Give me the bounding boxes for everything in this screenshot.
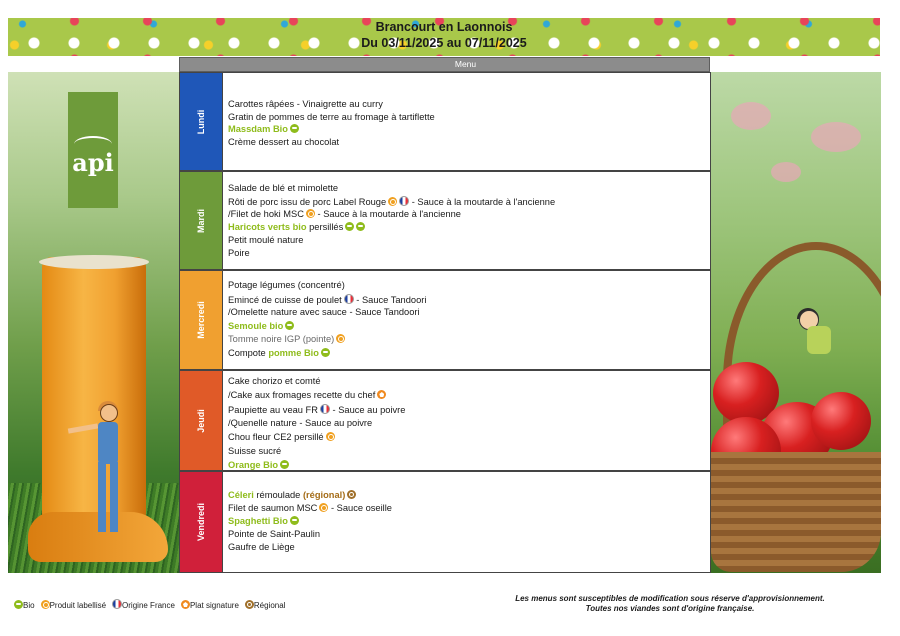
label-icon bbox=[306, 209, 315, 218]
dish-name: Filet de saumon MSC bbox=[228, 503, 318, 513]
dish-name: Pointe de Saint-Paulin bbox=[228, 529, 320, 539]
day-name: Jeudi bbox=[196, 408, 206, 433]
dish-item bbox=[228, 196, 555, 208]
french-flag-icon bbox=[399, 196, 409, 206]
dish-item bbox=[228, 248, 250, 259]
legend-item bbox=[12, 601, 35, 610]
bio-icon bbox=[14, 600, 23, 609]
label-icon bbox=[326, 432, 335, 441]
menu-column-header bbox=[179, 57, 710, 72]
dish-item bbox=[228, 99, 383, 110]
dish-item bbox=[228, 137, 339, 148]
dish-name: /Quenelle nature - Sauce au poivre bbox=[228, 418, 373, 428]
dish-name: Compote bbox=[228, 347, 269, 358]
legend-label: Produit labellisé bbox=[49, 601, 107, 610]
dish-item bbox=[228, 294, 426, 306]
legend-item bbox=[110, 601, 175, 610]
dish-name: Salade de blé et mimolette bbox=[228, 183, 339, 193]
regional-icon bbox=[347, 490, 356, 499]
dish-list bbox=[228, 172, 706, 269]
legend-label: Plat signature bbox=[189, 601, 239, 610]
wicker-basket bbox=[711, 452, 881, 572]
note-meat-origin: Toutes nos viandes sont d'origine française. bbox=[585, 604, 755, 613]
dish-sauce: - Sauce oseille bbox=[328, 503, 392, 513]
dish-item bbox=[228, 542, 295, 553]
bio-icon bbox=[280, 460, 289, 469]
label-icon bbox=[41, 600, 50, 609]
dish-name: Céleri bbox=[228, 490, 254, 500]
bio-icon bbox=[321, 348, 330, 357]
dish-name: Emincé de cuisse de poulet bbox=[228, 294, 342, 305]
dish-name: Paupiette au veau FR bbox=[228, 405, 318, 415]
label-icon bbox=[388, 197, 397, 206]
french-flag-icon bbox=[320, 404, 330, 414]
dish-item bbox=[228, 321, 294, 332]
dish-name: Haricots verts bio bbox=[228, 222, 307, 232]
location-title: Brancourt en Laonnois bbox=[375, 20, 513, 34]
dish-name: /Omelette nature avec sauce - Sauce Tandoori bbox=[228, 307, 420, 317]
dish-item bbox=[228, 490, 356, 501]
menu-table bbox=[179, 57, 711, 573]
dish-name: Gaufre de Liège bbox=[228, 542, 295, 552]
dish-item bbox=[228, 529, 320, 540]
french-flag-icon bbox=[112, 599, 122, 609]
bio-icon bbox=[290, 124, 299, 133]
dish-name: Potage légumes (concentré) bbox=[228, 280, 345, 290]
dish-item bbox=[228, 418, 372, 429]
dish-sauce: - Sauce à la moutarde à l'ancienne bbox=[314, 209, 461, 219]
dish-item bbox=[228, 460, 289, 471]
legend-label: Bio bbox=[23, 601, 35, 610]
signature-icon bbox=[181, 600, 190, 609]
dish-name: Rôti de porc issu de porc Label Rouge bbox=[228, 197, 387, 207]
signature-icon bbox=[377, 390, 386, 399]
dish-item bbox=[228, 516, 299, 527]
dish-name: Suisse sucré bbox=[228, 446, 282, 456]
day-row-vendredi bbox=[179, 471, 711, 573]
dish-name: Gratin de pommes de terre au fromage à tartiflette bbox=[228, 111, 435, 122]
header-banner bbox=[8, 18, 880, 56]
day-row-lundi bbox=[179, 72, 711, 171]
regional-icon bbox=[245, 600, 254, 609]
dish-name: Semoule bio bbox=[228, 320, 284, 331]
dish-item bbox=[228, 390, 386, 401]
dish-name: Cake chorizo et comté bbox=[228, 376, 321, 386]
dish-item bbox=[228, 376, 321, 387]
day-label bbox=[180, 271, 223, 369]
dish-bio-part: pomme Bio bbox=[268, 347, 319, 358]
day-label bbox=[180, 371, 223, 470]
dish-name: /Filet de hoki MSC bbox=[228, 209, 304, 219]
day-name: Lundi bbox=[196, 109, 206, 134]
dish-name: Petit moulé nature bbox=[228, 235, 304, 245]
legend-label: Origine France bbox=[122, 601, 175, 610]
dish-item bbox=[228, 235, 303, 246]
dish-item bbox=[228, 307, 420, 318]
dish-sauce: - Sauce Tandoori bbox=[353, 294, 427, 305]
api-logo bbox=[68, 92, 118, 208]
dish-item bbox=[228, 280, 345, 291]
girl-illustration bbox=[797, 310, 835, 360]
day-row-mercredi bbox=[179, 270, 711, 370]
date-range: Du 03/11/2025 au 07/11/2025 bbox=[361, 36, 527, 50]
bio-icon bbox=[356, 222, 365, 231]
bio-icon bbox=[290, 516, 299, 525]
legend-item bbox=[243, 601, 286, 610]
dish-name: Poire bbox=[228, 248, 250, 258]
dish-sauce: - Sauce au poivre bbox=[329, 405, 406, 415]
dish-item bbox=[228, 209, 461, 220]
day-label bbox=[180, 172, 223, 269]
dish-name: Spaghetti Bio bbox=[228, 516, 288, 526]
legend-label: Régional bbox=[253, 601, 286, 610]
legend-item bbox=[39, 601, 106, 610]
dish-list bbox=[228, 472, 706, 572]
note-supply: Les menus sont susceptibles de modification sous réserve d'approvisionnement. bbox=[515, 594, 825, 603]
dish-item bbox=[228, 348, 330, 359]
dish-regional-tag: (régional) bbox=[302, 490, 346, 500]
dish-list bbox=[228, 271, 706, 369]
dish-item bbox=[228, 446, 281, 457]
apple-basket-photo bbox=[711, 72, 881, 573]
bio-icon bbox=[345, 222, 354, 231]
day-label bbox=[180, 73, 223, 170]
dish-name: Crème dessert au chocolat bbox=[228, 136, 340, 147]
dish-list bbox=[228, 73, 706, 170]
dish-name: Orange Bio bbox=[228, 460, 279, 470]
api-logo-text: api bbox=[72, 148, 114, 177]
dish-suffix: persillés bbox=[306, 222, 344, 232]
day-row-mardi bbox=[179, 171, 711, 270]
dish-item bbox=[228, 503, 392, 514]
dish-item bbox=[228, 222, 365, 233]
day-name: Mardi bbox=[196, 208, 206, 233]
legend bbox=[12, 599, 289, 610]
boy-illustration bbox=[90, 404, 126, 554]
dish-name: /Cake aux fromages recette du chef bbox=[228, 390, 376, 400]
french-flag-icon bbox=[344, 294, 354, 304]
dish-name-middle: rémoulade bbox=[253, 490, 303, 500]
boot-photo bbox=[8, 72, 179, 573]
menu-column-title: Menu bbox=[454, 59, 477, 69]
dish-name: Chou fleur CE2 persillé bbox=[228, 432, 324, 442]
day-row-jeudi bbox=[179, 370, 711, 471]
label-icon bbox=[336, 334, 345, 343]
day-name: Vendredi bbox=[196, 502, 206, 542]
legend-item bbox=[179, 601, 239, 610]
day-name: Mercredi bbox=[196, 301, 206, 339]
dish-item bbox=[228, 404, 405, 416]
dish-item bbox=[228, 124, 299, 135]
dish-item bbox=[228, 432, 335, 443]
dish-list bbox=[228, 371, 706, 470]
dish-item bbox=[228, 334, 345, 345]
dish-item bbox=[228, 183, 338, 194]
day-label bbox=[180, 472, 223, 572]
dish-name: Carottes râpées - Vinaigrette au curry bbox=[228, 99, 383, 109]
dish-name: Massdam Bio bbox=[228, 124, 288, 134]
dish-item bbox=[228, 112, 435, 123]
dish-name: Tomme noire IGP (pointe) bbox=[228, 334, 335, 344]
bio-icon bbox=[285, 321, 294, 330]
dish-sauce: - Sauce à la moutarde à l'ancienne bbox=[409, 197, 556, 207]
